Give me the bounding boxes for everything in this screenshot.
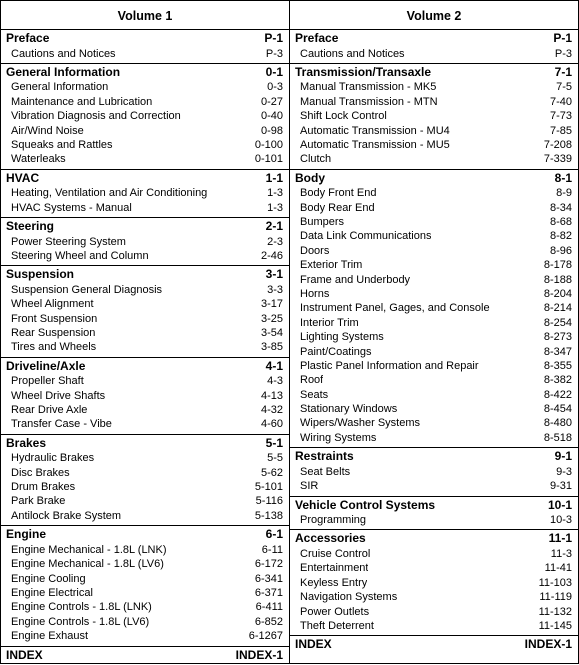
entry-page-number: 3-85 (257, 340, 283, 354)
entry-label: Cautions and Notices (300, 47, 405, 61)
entry-label: Disc Brakes (11, 466, 70, 480)
entry-page-number: 11-41 (541, 561, 572, 575)
section-title: Vehicle Control Systems (295, 498, 435, 514)
toc-entry[interactable] (290, 273, 578, 287)
entry-label: Power Steering System (11, 235, 126, 249)
toc-entry[interactable] (290, 431, 578, 445)
entry-page-number: 7-208 (540, 138, 572, 152)
entry-label: Cruise Control (300, 547, 370, 561)
toc-entry[interactable] (290, 359, 578, 373)
toc-entry[interactable] (1, 586, 289, 600)
entry-page-number: 11-132 (535, 605, 572, 619)
toc-entry[interactable] (1, 417, 289, 431)
section-heading[interactable] (290, 171, 578, 187)
entry-label: Rear Suspension (11, 326, 95, 340)
entry-label: HVAC Systems - Manual (11, 201, 132, 215)
toc-entry[interactable] (290, 330, 578, 344)
section-title: Body (295, 171, 325, 187)
entry-label: Shift Lock Control (300, 109, 387, 123)
entry-label: Engine Controls - 1.8L (LV6) (11, 615, 149, 629)
toc-entry[interactable] (290, 345, 578, 359)
entry-label: Engine Mechanical - 1.8L (LV6) (11, 557, 164, 571)
entry-page-number: 7-73 (546, 109, 572, 123)
entry-label: Programming (300, 513, 366, 527)
entry-label: Entertainment (300, 561, 368, 575)
section-index (290, 635, 578, 655)
entry-label: Clutch (300, 152, 331, 166)
entry-label: Navigation Systems (300, 590, 397, 604)
section-page-number: 9-1 (551, 449, 572, 465)
entry-label: Vibration Diagnosis and Correction (11, 109, 181, 123)
toc-entry[interactable] (1, 466, 289, 480)
entry-label: Plastic Panel Information and Repair (300, 359, 479, 373)
entry-page-number: P-3 (262, 47, 283, 61)
toc-entry[interactable] (290, 465, 578, 479)
toc-entry[interactable] (1, 629, 289, 643)
entry-label: Wheel Drive Shafts (11, 389, 105, 403)
entry-label: Antilock Brake System (11, 509, 121, 523)
entry-label: Engine Mechanical - 1.8L (LNK) (11, 543, 167, 557)
toc-entry[interactable] (1, 340, 289, 354)
section-heading[interactable] (290, 637, 578, 653)
toc-entry[interactable] (1, 47, 289, 61)
entry-label: Heating, Ventilation and Air Conditioning (11, 186, 207, 200)
entry-page-number: 8-254 (540, 316, 572, 330)
section-heading[interactable] (1, 436, 289, 452)
entry-page-number: 0-98 (257, 124, 283, 138)
section-accessories (290, 529, 578, 635)
entry-label: Front Suspension (11, 312, 97, 326)
volume-title: Volume 2 (290, 1, 578, 29)
entry-page-number: 6-172 (251, 557, 283, 571)
section-title: Restraints (295, 449, 354, 465)
section-preface (290, 29, 578, 63)
section-brakes (1, 434, 289, 525)
toc-entry[interactable] (1, 480, 289, 494)
entry-label: Doors (300, 244, 329, 258)
entry-page-number: 4-60 (257, 417, 283, 431)
toc-entry[interactable] (290, 244, 578, 258)
entry-label: Automatic Transmission - MU5 (300, 138, 450, 152)
entry-page-number: 8-382 (540, 373, 572, 387)
volume-1-column (1, 1, 290, 663)
entry-label: Exterior Trim (300, 258, 362, 272)
toc-entry[interactable] (290, 402, 578, 416)
entry-label: Power Outlets (300, 605, 369, 619)
entry-page-number: 8-34 (546, 201, 572, 215)
entry-page-number: 6-11 (258, 543, 283, 557)
entry-page-number: 4-13 (257, 389, 283, 403)
entry-label: Data Link Communications (300, 229, 431, 243)
entry-label: Body Front End (300, 186, 376, 200)
toc-entry[interactable] (290, 547, 578, 561)
section-vehicle-control-systems (290, 496, 578, 530)
entry-page-number: 2-3 (263, 235, 283, 249)
toc-entry[interactable] (290, 287, 578, 301)
entry-page-number: 5-5 (263, 451, 283, 465)
toc-entry[interactable] (1, 615, 289, 629)
toc-entry[interactable] (1, 572, 289, 586)
volume-title: Volume 1 (1, 1, 289, 29)
entry-label: Manual Transmission - MK5 (300, 80, 436, 94)
section-heading[interactable] (290, 65, 578, 81)
toc-entry[interactable] (290, 605, 578, 619)
entry-label: Horns (300, 287, 329, 301)
toc-entry[interactable] (1, 374, 289, 388)
toc-entry[interactable] (290, 576, 578, 590)
section-page-number: 1-1 (262, 171, 283, 187)
section-heading[interactable] (1, 65, 289, 81)
entry-page-number: 4-32 (257, 403, 283, 417)
entry-page-number: 2-46 (257, 249, 283, 263)
section-restraints (290, 447, 578, 495)
entry-label: Air/Wind Noise (11, 124, 84, 138)
entry-label: Transfer Case - Vibe (11, 417, 112, 431)
entry-page-number: 5-101 (251, 480, 283, 494)
toc-entry[interactable] (1, 600, 289, 614)
toc-entry[interactable] (290, 80, 578, 94)
entry-page-number: 7-85 (546, 124, 572, 138)
section-preface (1, 29, 289, 63)
entry-label: Theft Deterrent (300, 619, 374, 633)
toc-entry[interactable] (290, 479, 578, 493)
section-page-number: INDEX-1 (521, 637, 572, 653)
entry-page-number: 8-355 (540, 359, 572, 373)
entry-page-number: 8-96 (546, 244, 572, 258)
entry-label: Bumpers (300, 215, 344, 229)
entry-page-number: 0-101 (251, 152, 283, 166)
entry-label: SIR (300, 479, 318, 493)
entry-label: Instrument Panel, Gages, and Console (300, 301, 490, 315)
section-general-information (1, 63, 289, 169)
toc-entry[interactable] (1, 249, 289, 263)
entry-label: Steering Wheel and Column (11, 249, 149, 263)
toc-entry[interactable] (1, 543, 289, 557)
section-title: Steering (6, 219, 54, 235)
section-title: INDEX (6, 648, 43, 664)
entry-label: Engine Exhaust (11, 629, 88, 643)
entry-label: Lighting Systems (300, 330, 384, 344)
entry-page-number: 8-68 (546, 215, 572, 229)
toc-entry[interactable] (1, 509, 289, 523)
entry-label: Engine Controls - 1.8L (LNK) (11, 600, 152, 614)
entry-page-number: 0-27 (257, 95, 283, 109)
entry-page-number: 11-3 (547, 547, 572, 561)
entry-label: Wipers/Washer Systems (300, 416, 420, 430)
section-title: Accessories (295, 531, 366, 547)
entry-page-number: 8-204 (540, 287, 572, 301)
toc-entry[interactable] (1, 95, 289, 109)
toc-entry[interactable] (1, 389, 289, 403)
toc-entry[interactable] (290, 258, 578, 272)
entry-page-number: 11-119 (535, 590, 572, 604)
entry-page-number: 8-518 (540, 431, 572, 445)
entry-page-number: 7-40 (546, 95, 572, 109)
entry-label: Maintenance and Lubrication (11, 95, 152, 109)
entry-page-number: 9-31 (546, 479, 572, 493)
toc-entry[interactable] (290, 47, 578, 61)
entry-label: Wiring Systems (300, 431, 376, 445)
entry-page-number: 8-214 (540, 301, 572, 315)
entry-label: Keyless Entry (300, 576, 367, 590)
section-title: Brakes (6, 436, 46, 452)
section-steering (1, 217, 289, 265)
entry-page-number: 6-341 (251, 572, 283, 586)
entry-label: Drum Brakes (11, 480, 75, 494)
section-heading[interactable] (1, 267, 289, 283)
entry-page-number: 6-852 (251, 615, 283, 629)
toc-entry[interactable] (290, 316, 578, 330)
section-transmission-transaxle (290, 63, 578, 169)
section-page-number: 0-1 (262, 65, 283, 81)
section-heading[interactable] (290, 449, 578, 465)
toc-entry[interactable] (1, 235, 289, 249)
toc-entry[interactable] (290, 186, 578, 200)
entry-label: Hydraulic Brakes (11, 451, 94, 465)
entry-label: Roof (300, 373, 323, 387)
section-heading[interactable] (1, 648, 289, 664)
toc-entry[interactable] (290, 373, 578, 387)
section-page-number: 2-1 (262, 219, 283, 235)
entry-page-number: 8-347 (540, 345, 572, 359)
entry-page-number: 3-54 (257, 326, 283, 340)
entry-page-number: 7-5 (552, 80, 572, 94)
section-heading[interactable] (1, 171, 289, 187)
toc-entry[interactable] (1, 494, 289, 508)
entry-page-number: 6-1267 (245, 629, 283, 643)
entry-page-number: 5-62 (257, 466, 283, 480)
section-title: General Information (6, 65, 120, 81)
entry-page-number: 9-3 (552, 465, 572, 479)
toc-entry[interactable] (290, 201, 578, 215)
toc-entry[interactable] (1, 403, 289, 417)
entry-label: Rear Drive Axle (11, 403, 87, 417)
toc-entry[interactable] (1, 138, 289, 152)
entry-label: Engine Electrical (11, 586, 93, 600)
section-page-number: 4-1 (262, 359, 283, 375)
toc-entry[interactable] (290, 388, 578, 402)
section-page-number: 3-1 (262, 267, 283, 283)
entry-page-number: 8-454 (540, 402, 572, 416)
toc-entry[interactable] (1, 312, 289, 326)
toc-entry[interactable] (290, 301, 578, 315)
entry-page-number: 5-116 (252, 494, 283, 508)
entry-page-number: 7-339 (540, 152, 572, 166)
section-title: Preface (295, 31, 338, 47)
entry-page-number: 4-3 (263, 374, 283, 388)
toc-entry[interactable] (290, 590, 578, 604)
section-page-number: P-1 (549, 31, 572, 47)
section-title: Suspension (6, 267, 74, 283)
entry-label: Body Rear End (300, 201, 375, 215)
entry-label: Interior Trim (300, 316, 359, 330)
toc-entry[interactable] (290, 152, 578, 166)
toc-entry[interactable] (290, 513, 578, 527)
entry-label: Suspension General Diagnosis (11, 283, 162, 297)
entry-page-number: 8-9 (552, 186, 572, 200)
section-engine (1, 525, 289, 645)
toc-entry[interactable] (290, 138, 578, 152)
entry-page-number: 5-138 (251, 509, 283, 523)
section-heading[interactable] (1, 527, 289, 543)
toc-entry[interactable] (1, 186, 289, 200)
toc-entry[interactable] (290, 215, 578, 229)
entry-label: Propeller Shaft (11, 374, 84, 388)
entry-page-number: 11-103 (535, 576, 572, 590)
entry-label: Wheel Alignment (11, 297, 94, 311)
section-title: Transmission/Transaxle (295, 65, 431, 81)
section-heading[interactable] (290, 31, 578, 47)
entry-page-number: 11-145 (535, 619, 572, 633)
toc-entry[interactable] (1, 201, 289, 215)
entry-label: Automatic Transmission - MU4 (300, 124, 450, 138)
toc-entry[interactable] (290, 229, 578, 243)
section-page-number: INDEX-1 (232, 648, 283, 664)
toc-entry[interactable] (290, 95, 578, 109)
entry-label: Stationary Windows (300, 402, 397, 416)
section-page-number: 10-1 (544, 498, 572, 514)
toc-entry[interactable] (290, 109, 578, 123)
entry-page-number: 0-40 (257, 109, 283, 123)
entry-page-number: 6-371 (251, 586, 283, 600)
entry-page-number: 8-480 (540, 416, 572, 430)
section-heading[interactable] (290, 498, 578, 514)
entry-label: Seats (300, 388, 328, 402)
section-suspension (1, 265, 289, 356)
entry-label: Waterleaks (11, 152, 66, 166)
entry-page-number: 1-3 (263, 186, 283, 200)
section-title: INDEX (295, 637, 332, 653)
entry-label: Tires and Wheels (11, 340, 96, 354)
entry-label: Frame and Underbody (300, 273, 410, 287)
section-hvac (1, 169, 289, 217)
toc-entry[interactable] (1, 80, 289, 94)
entry-label: General Information (11, 80, 108, 94)
toc-entry[interactable] (290, 124, 578, 138)
entry-label: Seat Belts (300, 465, 350, 479)
section-page-number: 7-1 (551, 65, 572, 81)
entry-label: Paint/Coatings (300, 345, 372, 359)
section-heading[interactable] (1, 219, 289, 235)
entry-page-number: 8-82 (546, 229, 572, 243)
section-heading[interactable] (290, 531, 578, 547)
volume-2-column (290, 1, 578, 663)
toc-entry[interactable] (1, 109, 289, 123)
entry-label: Squeaks and Rattles (11, 138, 113, 152)
toc-entry[interactable] (290, 416, 578, 430)
entry-page-number: P-3 (551, 47, 572, 61)
section-page-number: 6-1 (262, 527, 283, 543)
entry-page-number: 8-188 (540, 273, 572, 287)
toc-entry[interactable] (1, 152, 289, 166)
toc-entry[interactable] (1, 326, 289, 340)
section-heading[interactable] (1, 31, 289, 47)
toc-entry[interactable] (1, 451, 289, 465)
section-page-number: 11-1 (545, 531, 572, 547)
section-title: Preface (6, 31, 49, 47)
entry-page-number: 0-3 (263, 80, 283, 94)
toc-entry[interactable] (290, 619, 578, 633)
entry-page-number: 1-3 (263, 201, 283, 215)
toc-entry[interactable] (1, 283, 289, 297)
section-body (290, 169, 578, 448)
entry-label: Park Brake (11, 494, 65, 508)
section-title: Engine (6, 527, 46, 543)
entry-label: Manual Transmission - MTN (300, 95, 438, 109)
section-index (1, 646, 289, 665)
entry-label: Cautions and Notices (11, 47, 116, 61)
entry-page-number: 8-178 (540, 258, 572, 272)
entry-page-number: 3-17 (257, 297, 283, 311)
section-title: HVAC (6, 171, 39, 187)
section-title: Driveline/Axle (6, 359, 85, 375)
toc-entry[interactable] (1, 124, 289, 138)
section-driveline-axle (1, 357, 289, 434)
section-page-number: P-1 (260, 31, 283, 47)
entry-page-number: 8-422 (540, 388, 572, 402)
entry-label: Engine Cooling (11, 572, 86, 586)
entry-page-number: 0-100 (251, 138, 283, 152)
entry-page-number: 6-411 (252, 600, 283, 614)
section-page-number: 5-1 (262, 436, 283, 452)
section-heading[interactable] (1, 359, 289, 375)
section-page-number: 8-1 (551, 171, 572, 187)
toc-entry[interactable] (290, 561, 578, 575)
entry-page-number: 10-3 (546, 513, 572, 527)
entry-page-number: 3-25 (257, 312, 283, 326)
toc-entry[interactable] (1, 557, 289, 571)
toc-entry[interactable] (1, 297, 289, 311)
entry-page-number: 8-273 (540, 330, 572, 344)
entry-page-number: 3-3 (263, 283, 283, 297)
